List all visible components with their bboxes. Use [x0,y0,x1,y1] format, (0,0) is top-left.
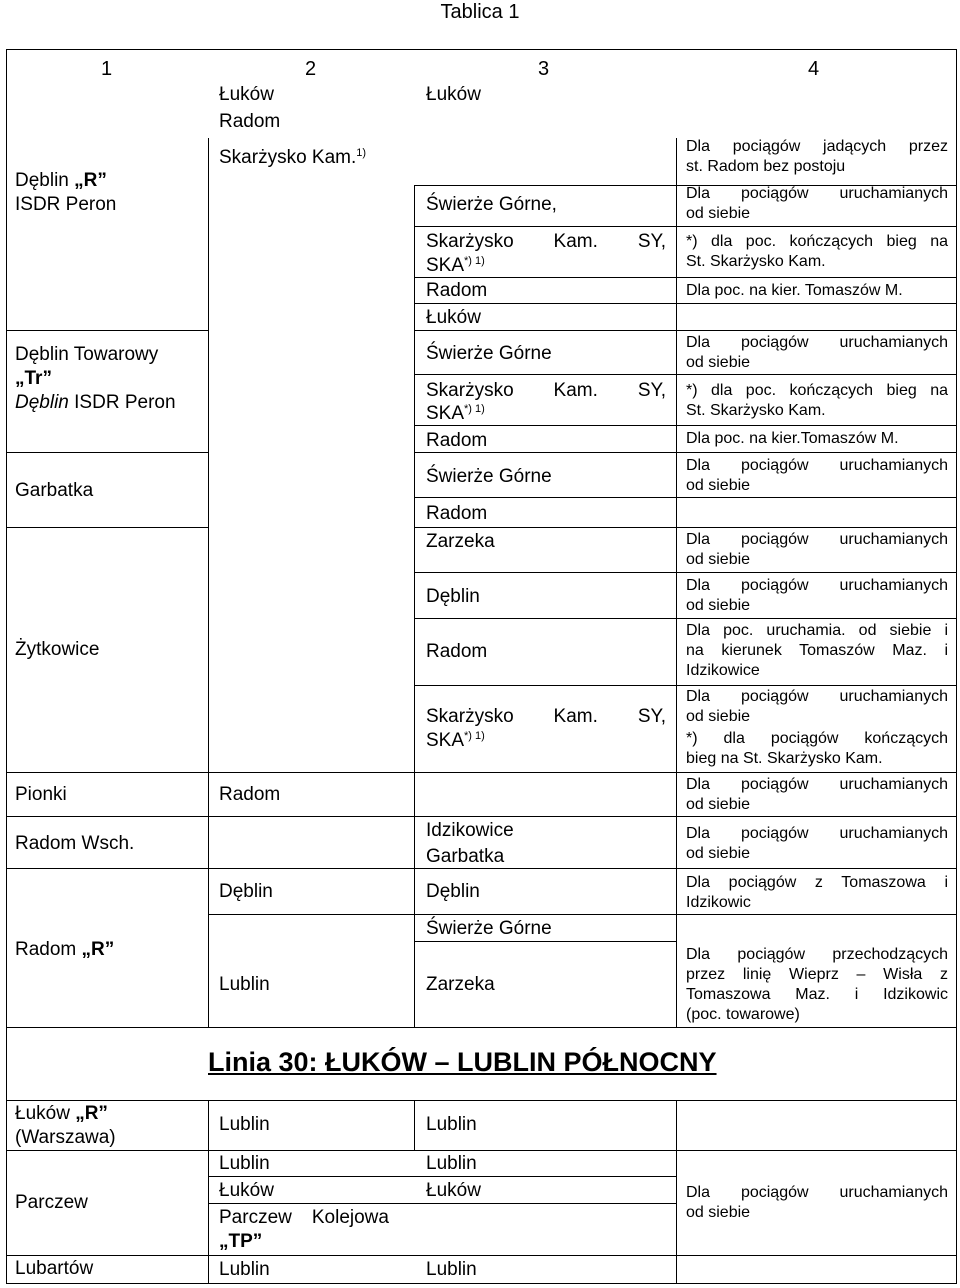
station-deblin-r: Dęblin „R” [15,170,107,191]
station-lubartow: Lubartów [15,1258,94,1279]
direction-radom: Radom [219,111,281,132]
station-deblin-isdr: ISDR Peron [15,194,117,215]
row-divider [208,772,414,773]
route-radom: Radom [426,430,488,451]
route-lukow: Łuków [426,307,481,328]
station-lukow-r: Łuków „R” [15,1103,108,1124]
direction-lukow: Łuków [219,84,274,105]
route-ska: $SKA^{*) 1)}$ [426,730,485,751]
route-ska: $SKA^{*) 1)}$ [426,255,485,276]
row-divider [208,914,414,915]
route-lukow: Łuków [426,1180,481,1201]
route-radom: Radom [426,503,488,524]
column-divider [414,1100,415,1150]
row-divider [414,226,957,227]
row-divider [414,303,957,304]
note: Dla poc. na kier. Tomaszów M. [686,282,903,299]
row-divider [414,914,957,915]
note: Dla pociągów uruchamianych od siebie [686,531,948,568]
column-number-4: 4 [808,58,820,80]
route-skarzysko: Skarżysko Kam. SY, [426,706,666,727]
station-parczew: Parczew [15,1192,88,1213]
note: Dla pociągów uruchamianych od siebie [686,825,948,862]
note: Dla pociągów przechodzących przez linię Wieprz – Wisła z Tomaszowa Maz. i Idzikowic (poc. towarowe) [686,946,948,1023]
route-radom: Radom [426,280,488,301]
row-divider [6,330,208,331]
column-number-1: 1 [101,58,113,80]
station-deblin-towarowy: Dęblin Towarowy [15,344,159,365]
direction-deblin: Dęblin [219,881,273,902]
route-swierze-gorne: Świerże Górne [426,343,552,364]
note: Dla pociągów uruchamianych od siebie [686,688,948,725]
route-lublin: Lublin [426,1259,477,1280]
route-lublin: Lublin [426,1153,477,1174]
route-swierze-gorne: Świerże Górne, [426,194,557,215]
row-divider [414,497,957,498]
direction-lublin: Lublin [219,974,270,995]
row-divider [6,527,208,528]
section-title-line-30: Linia 30: ŁUKÓW – LUBLIN PÓŁNOCNY [208,1047,717,1077]
note: Dla pociągów jadących przez st. Radom bez postoju [686,138,948,175]
direction-lukow: Łuków [219,1180,274,1201]
direction-radom-pionki: Radom [219,784,281,805]
station-garbatka: Garbatka [15,480,94,501]
station-deblin-isdr-peron: Dęblin ISDR Peron [15,392,176,413]
note: Dla pociągów uruchamianych od siebie [686,457,948,494]
column-divider [208,138,209,1027]
column-divider [676,138,677,1027]
route-lublin: Lublin [426,1114,477,1135]
row-divider [6,1150,957,1151]
row-divider [414,330,957,331]
row-divider [6,816,208,817]
column-divider [676,1100,677,1284]
station-pionki: Pionki [15,784,67,805]
note: Dla poc. na kier.Tomaszów M. [686,430,899,447]
row-divider [414,772,957,773]
row-divider [6,868,208,869]
route-zarzeka: Zarzeka [426,974,495,995]
row-divider [414,816,957,817]
direction-lublin: Lublin [219,1153,270,1174]
direction-skarzysko: Skarżysko Kam.$^{1)}$ [219,147,367,168]
direction-tp: „TP” [219,1231,263,1252]
note: Dla pociągów z Tomaszowa i Idzikowic [686,874,948,911]
row-divider [414,527,957,528]
row-divider [414,941,676,942]
column-number-2: 2 [305,58,317,80]
row-divider [6,452,208,453]
route-idzikowice: Idzikowice [426,820,514,841]
station-warszawa: (Warszawa) [15,1127,116,1148]
note: Dla pociągów uruchamianych od siebie [686,577,948,614]
direction-lublin: Lublin [219,1114,270,1135]
row-divider [6,1100,957,1101]
note: Dla pociągów uruchamianych od siebie [686,334,948,371]
note: Dla pociągów uruchamianych od siebie [686,185,948,222]
note: Dla pociągów uruchamianych od siebie [686,1184,948,1221]
row-divider [6,1027,957,1028]
row-divider [414,868,957,869]
note: *) dla poc. kończących bieg na St. Skarżysko Kam. [686,233,948,270]
station-zytkowice: Żytkowice [15,639,100,660]
column-number-3: 3 [538,58,550,80]
note: *) dla poc. kończących bieg na St. Skarżysko Kam. [686,382,948,419]
row-divider [6,772,208,773]
row-divider [208,868,414,869]
row-divider [414,425,957,426]
column-divider [208,1100,209,1284]
row-divider [6,1255,957,1256]
row-divider [414,618,957,619]
note: Dla pociągów uruchamianych od siebie [686,776,948,813]
row-divider [414,572,957,573]
row-divider [414,374,957,375]
row-divider [208,1203,676,1204]
station-deblin-tr: „Tr” [15,368,52,389]
route-deblin: Dęblin [426,586,480,607]
note: *) dla pociągów kończących bieg na St. Skarżysko Kam. [686,730,948,767]
route-skarzysko: Skarżysko Kam. SY, [426,231,666,252]
route-radom: Radom [426,641,488,662]
route-swierze-gorne: Świerże Górne [426,466,552,487]
direction-parczew-kolejowa: Parczew Kolejowa [219,1207,389,1228]
row-divider [208,816,414,817]
row-divider [414,277,957,278]
route-skarzysko: Skarżysko Kam. SY, [426,380,666,401]
page-title: Tablica 1 [440,1,520,23]
route-garbatka: Garbatka [426,846,505,867]
row-divider [414,452,957,453]
note: Dla poc. uruchamia. od siebie i na kierunek Tomaszów Maz. i Idzikowice [686,622,948,679]
station-radom-r: Radom „R” [15,939,115,960]
route-zarzeka: Zarzeka [426,531,495,552]
route-ska: $SKA^{*) 1)}$ [426,403,485,424]
column-divider [414,185,415,1027]
route-swierze-gorne: Świerże Górne [426,918,552,939]
route-lukow: Łuków [426,84,481,105]
row-divider [208,1176,676,1177]
route-deblin: Dęblin [426,881,480,902]
direction-lublin: Lublin [219,1259,270,1280]
row-divider [414,685,957,686]
station-radom-wsch: Radom Wsch. [15,833,135,854]
